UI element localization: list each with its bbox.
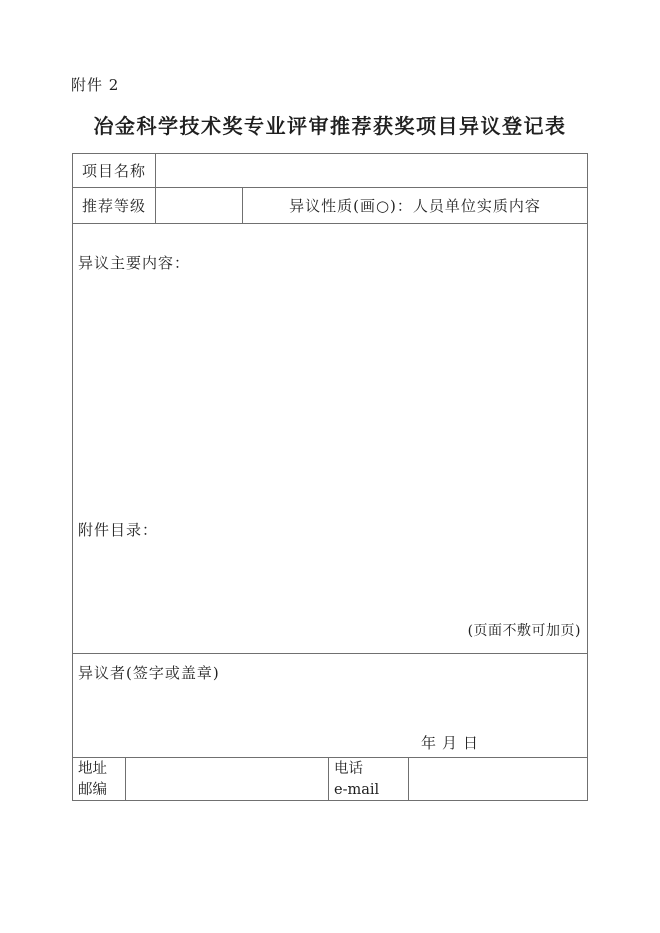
main-content-label: 异议主要内容： (78, 254, 191, 272)
email-label: e-mail (334, 781, 380, 798)
grade-row (73, 188, 587, 224)
objector-row (73, 654, 587, 758)
postcode-label: 邮编 (78, 781, 107, 798)
project-name-label: 项目名称 (73, 154, 156, 187)
objection-registration-table (72, 153, 588, 801)
objection-content-row (73, 224, 587, 654)
phone-label: 电话 (334, 760, 363, 777)
objector-signature-label: 异议者(签字或盖章) (78, 664, 220, 682)
phone-email-field (409, 758, 587, 801)
recommended-grade-label: 推荐等级 (73, 188, 156, 223)
project-name-row (73, 154, 587, 188)
attachment-number-label: 附件 2 (71, 76, 120, 94)
address-postcode-label (73, 758, 126, 801)
add-page-note: (页面不敷可加页) (467, 623, 581, 639)
objector-signature-cell (73, 654, 587, 757)
address-label: 地址 (78, 760, 107, 777)
attachment-list-label: 附件目录： (78, 521, 159, 539)
contact-row (73, 758, 587, 801)
objection-content-cell (73, 224, 587, 653)
recommended-grade-field (156, 188, 243, 223)
address-postcode-field (126, 758, 329, 801)
project-name-field (156, 154, 587, 187)
objection-nature-label: 异议性质(画○)：人员单位实质内容 (289, 197, 541, 215)
date-label: 年月日 (421, 734, 485, 752)
form-title: 冶金科学技术奖专业评审推荐获奖项目异议登记表 (93, 114, 567, 138)
phone-email-label (329, 758, 409, 801)
